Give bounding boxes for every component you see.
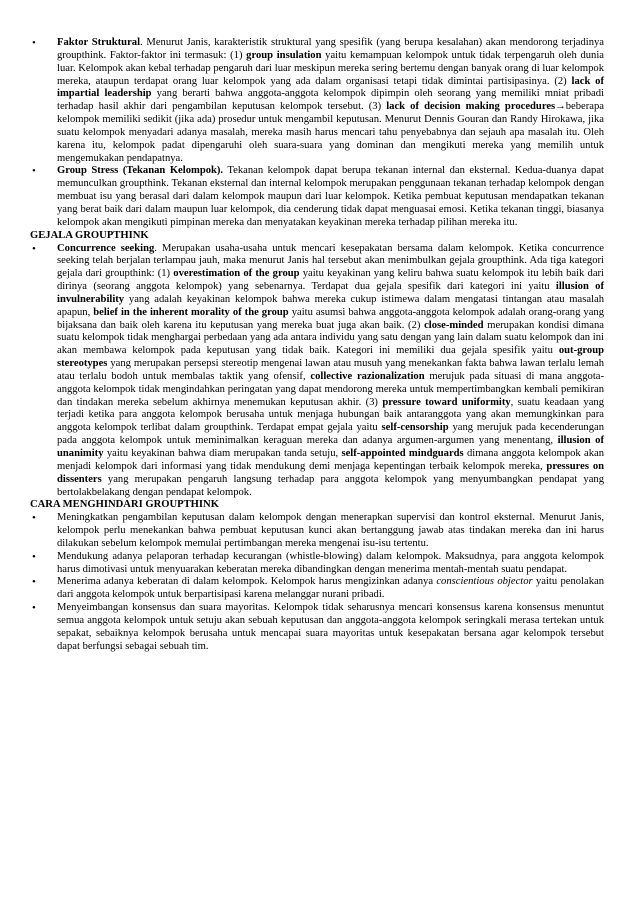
bold-term: Concurrence seeking [57,242,155,254]
paragraph-text: . Merupakan usaha-usaha untuk mencari kesepakatan bersama dalam kelompok. Ketika concurrence seeking telah berjalan terlampau jauh, maka menurut Janis hal tersebut akan menimbulkan gejala groupthink. Ada tiga kategori gejala dari groupthink: (1) [57,242,604,280]
bold-term: illusion of unanimity [57,435,604,459]
paragraph-text: dimana anggota kelompok akan menjadi kelompok dari informasi yang tidak mendukung demi menjaga kepentingan terbaik kelompok mereka, [57,448,604,472]
paragraph-text: merupakan kondisi dimana suatu kelompok tidak menghargai perbedaan yang ada antara individu yang satu dengan yang lain dalam suatu kelompok dan ini akan membawa kelompok pada keputusan yang tidak baik. Kategori ini memiliki dua gejala spesifik yaitu [57,319,604,357]
bullet-paragraph [30,576,604,602]
paragraph-text: yaitu asumsi bahwa anggota-anggota kelompok adalah orang-orang yang bijaksana dan baik oleh karena itu keputusan yang mereka buat juga akan baik. (2) [57,306,604,331]
paragraph-text: , suatu keadaan yang terjadi ketika para anggota kelompok berusaha untuk menjaga hubungan baik antaranggota yang akan memungkinkan para anggota kelompok terlibat dalam groupthink. Terdapat empat gejala yaitu [57,396,605,434]
bold-term: overestimation of the group [173,268,300,280]
italic-term: conscientious objector [436,576,533,588]
bold-term: lack of impartial leadership [57,75,604,100]
bullet-paragraph [30,602,604,653]
bold-term: out-group stereotypes [57,345,604,370]
bullet-paragraph [30,37,604,165]
bold-term: illusion of invulnerability [57,281,604,305]
bullet-paragraph [30,165,604,229]
paragraph-text: . Menurut Janis, karakteristik struktural yang spesifik (yang berupa kesalahan) akan mendorong terjadinya groupthink. Faktor-faktor ini termasuk: (1) [57,37,604,61]
paragraph-text: Tekanan kelompok dapat berupa tekanan internal dan eksternal. Kedua-duanya dapat memunculkan groupthink. Tekanan eksternal dan internal kelompok merupakan penggunaan tekanan terhadap kelompok dengan membuat isu yang berasal dari dalam kelompok maupun dari luar kelompok. Ketika pembuat keputusan mendapatkan tekanan yang berat baik dari dalam maupun luar kelompok, dia cenderung tidak dapat menguasai emosi. Ketika tekanan tinggi, biasanya kelompok akan mengikuti pimpinan mereka dan menyatakan keyakinan mereka terhadap pilihan mereka itu. [57,165,605,228]
paragraph-text: yang merupakan persepsi stereotip mengenai lawan atau musuh yang menekankan fakta bahwa lawan terlalu lemah atau terlalu bodoh untuk membalas taktik yang ofensif, [57,358,604,382]
bullet-paragraph [30,512,604,551]
section-heading: CARA MENGHINDARI GROUPTHINK [30,499,219,511]
bullet-paragraph [30,243,604,500]
bold-term: pressures on dissenters [57,460,605,485]
bold-term: group insulation [246,49,322,61]
paragraph-text: Menyeimbangan konsensus dan suara mayoritas. Kelompok tidak seharusnya mencari konsensus karena konsensus menuntut semua anggota kelompok untuk setuju akan sebuah keputusan dan anggota-anggota kelompok seringkali merasa tertekan untuk sepakat, sebaiknya kelompok berusaha untuk mencapai suara mayoritas untuk kesepakatan bersana agar kelompok tersebut dapat berfungsi sebagai sebuah tim. [57,602,604,652]
bullet-paragraph [30,551,604,577]
paragraph-text: beberapa kelompok memiliki sedikit (jika ada) prosedur untuk mengambil keputusan. Menurut Dennis Gouran dan Randy Hirokawa, jika suatu kelompok menyadari adanya masalah, mereka masih harus mencari tahu penyebabnya dan sejauh apa masalah itu. Oleh karena itu, kelompok padat dipengaruhi oleh suara-suara yang dominan dan mengikuti mereka yang memilih untuk mengemukakan pendapatnya. [57,101,604,164]
bold-term: close-minded [424,319,484,331]
paragraph-text: yang merujuk pada kecenderungan pada anggota kelompok untuk meminimalkan keraguan mereka dan adanya argumen-argumen yang menentang, [57,422,604,447]
bold-term: collective razionalization [310,370,425,382]
paragraph-text: yang merupakan pengaruh langsung terhadap para anggota kelompok yang menyumbangkan pendapat yang bertolakbelakang dengan pendapat kelompok. [57,473,604,498]
bold-term: lack of decision making procedures→ [386,101,566,113]
section-heading: GEJALA GROUPTHINK [30,229,149,241]
bold-term: Faktor Struktural [57,37,141,48]
bold-term: self-censorship [381,422,449,434]
paragraph-text: yang berarti bahwa anggota-anggota kelompok dipimpin oleh seorang yang memiliki mniat pribadi terhadap hasil akhir dari pengambilan keputusan kelompok tersebut. (3) [57,88,604,113]
paragraph-text: yaitu keyakinan yang keliru bahwa suatu kelompok itu lebih baik dari dirinya (seorang anggota kelompok) yang sebenarnya. Terdapat dua gejala spesifik dari kategori ini yaitu [57,268,604,293]
document-body [30,37,604,654]
bold-term: belief in the inherent morality of the group [93,306,289,318]
paragraph-text: Meningkatkan pengambilan keputusan dalam kelompok dengan menerapkan supervisi dan kontrol eksternal. Menurut Janis, kelompok perlu menekankan bahwa pembuat keputusan kunci akan bertanggung jawab atas tindakan mereka dan ini harus dilakukan sebelum kelompok memulai pertimbangan mereka mengenai isu-isu tertentu. [57,512,604,549]
paragraph-text: Mendukung adanya pelaporan terhadap kecurangan (whistle-blowing) dalam kelompok. Maksudnya, para anggota kelompok harus dimotivasi untuk menyuarakan keberatan mereka dibandingkan dengan menerima mentah-mentah suatu pendapat. [57,550,604,575]
paragraph-text: merujuk pada situasi di mana anggota-anggota kelompok tidak mengindahkan peringatan yang dapat mendorong mereka untuk mempertimbangkan kembali pemikiran dan tindakan mereka sebelum akhirnya menemukan keputusan akhir. (3) [57,370,604,408]
paragraph-text: yang adalah keyakinan kelompok bahwa mereka cukup istimewa dalam mengatasi tintangan atau masalah apapun, [57,293,604,318]
paragraph-text: yaitu penolakan dari anggota kelompok untuk berpartisipasi karena melanggar nurani pribadi. [57,576,604,601]
bold-term: Group Stress (Tekanan Kelompok). [57,165,224,177]
bold-term: pressure toward uniformity [382,396,511,408]
paragraph-text: yaitu keyakinan bahwa diam merupakan tanda setuju, [103,448,342,459]
paragraph-text: yaitu kemampuan kelompok untuk tidak terpengaruh oleh dunia luar. Kelompok akan kebal terhadap pengaruh dari luar meskipun mereka sering bertemu dengan banyak orang di luar kelompok mereka, ataupun terdapat orang luar kelompok yang ada dalam organisasi tetapi tidak dimintai partisipasinya. (2) [57,49,604,87]
bold-term: self-appointed mindguards [341,448,464,459]
paragraph-text: Menerima adanya keberatan di dalam kelompok. Kelompok harus mengizinkan adanya [57,576,437,588]
